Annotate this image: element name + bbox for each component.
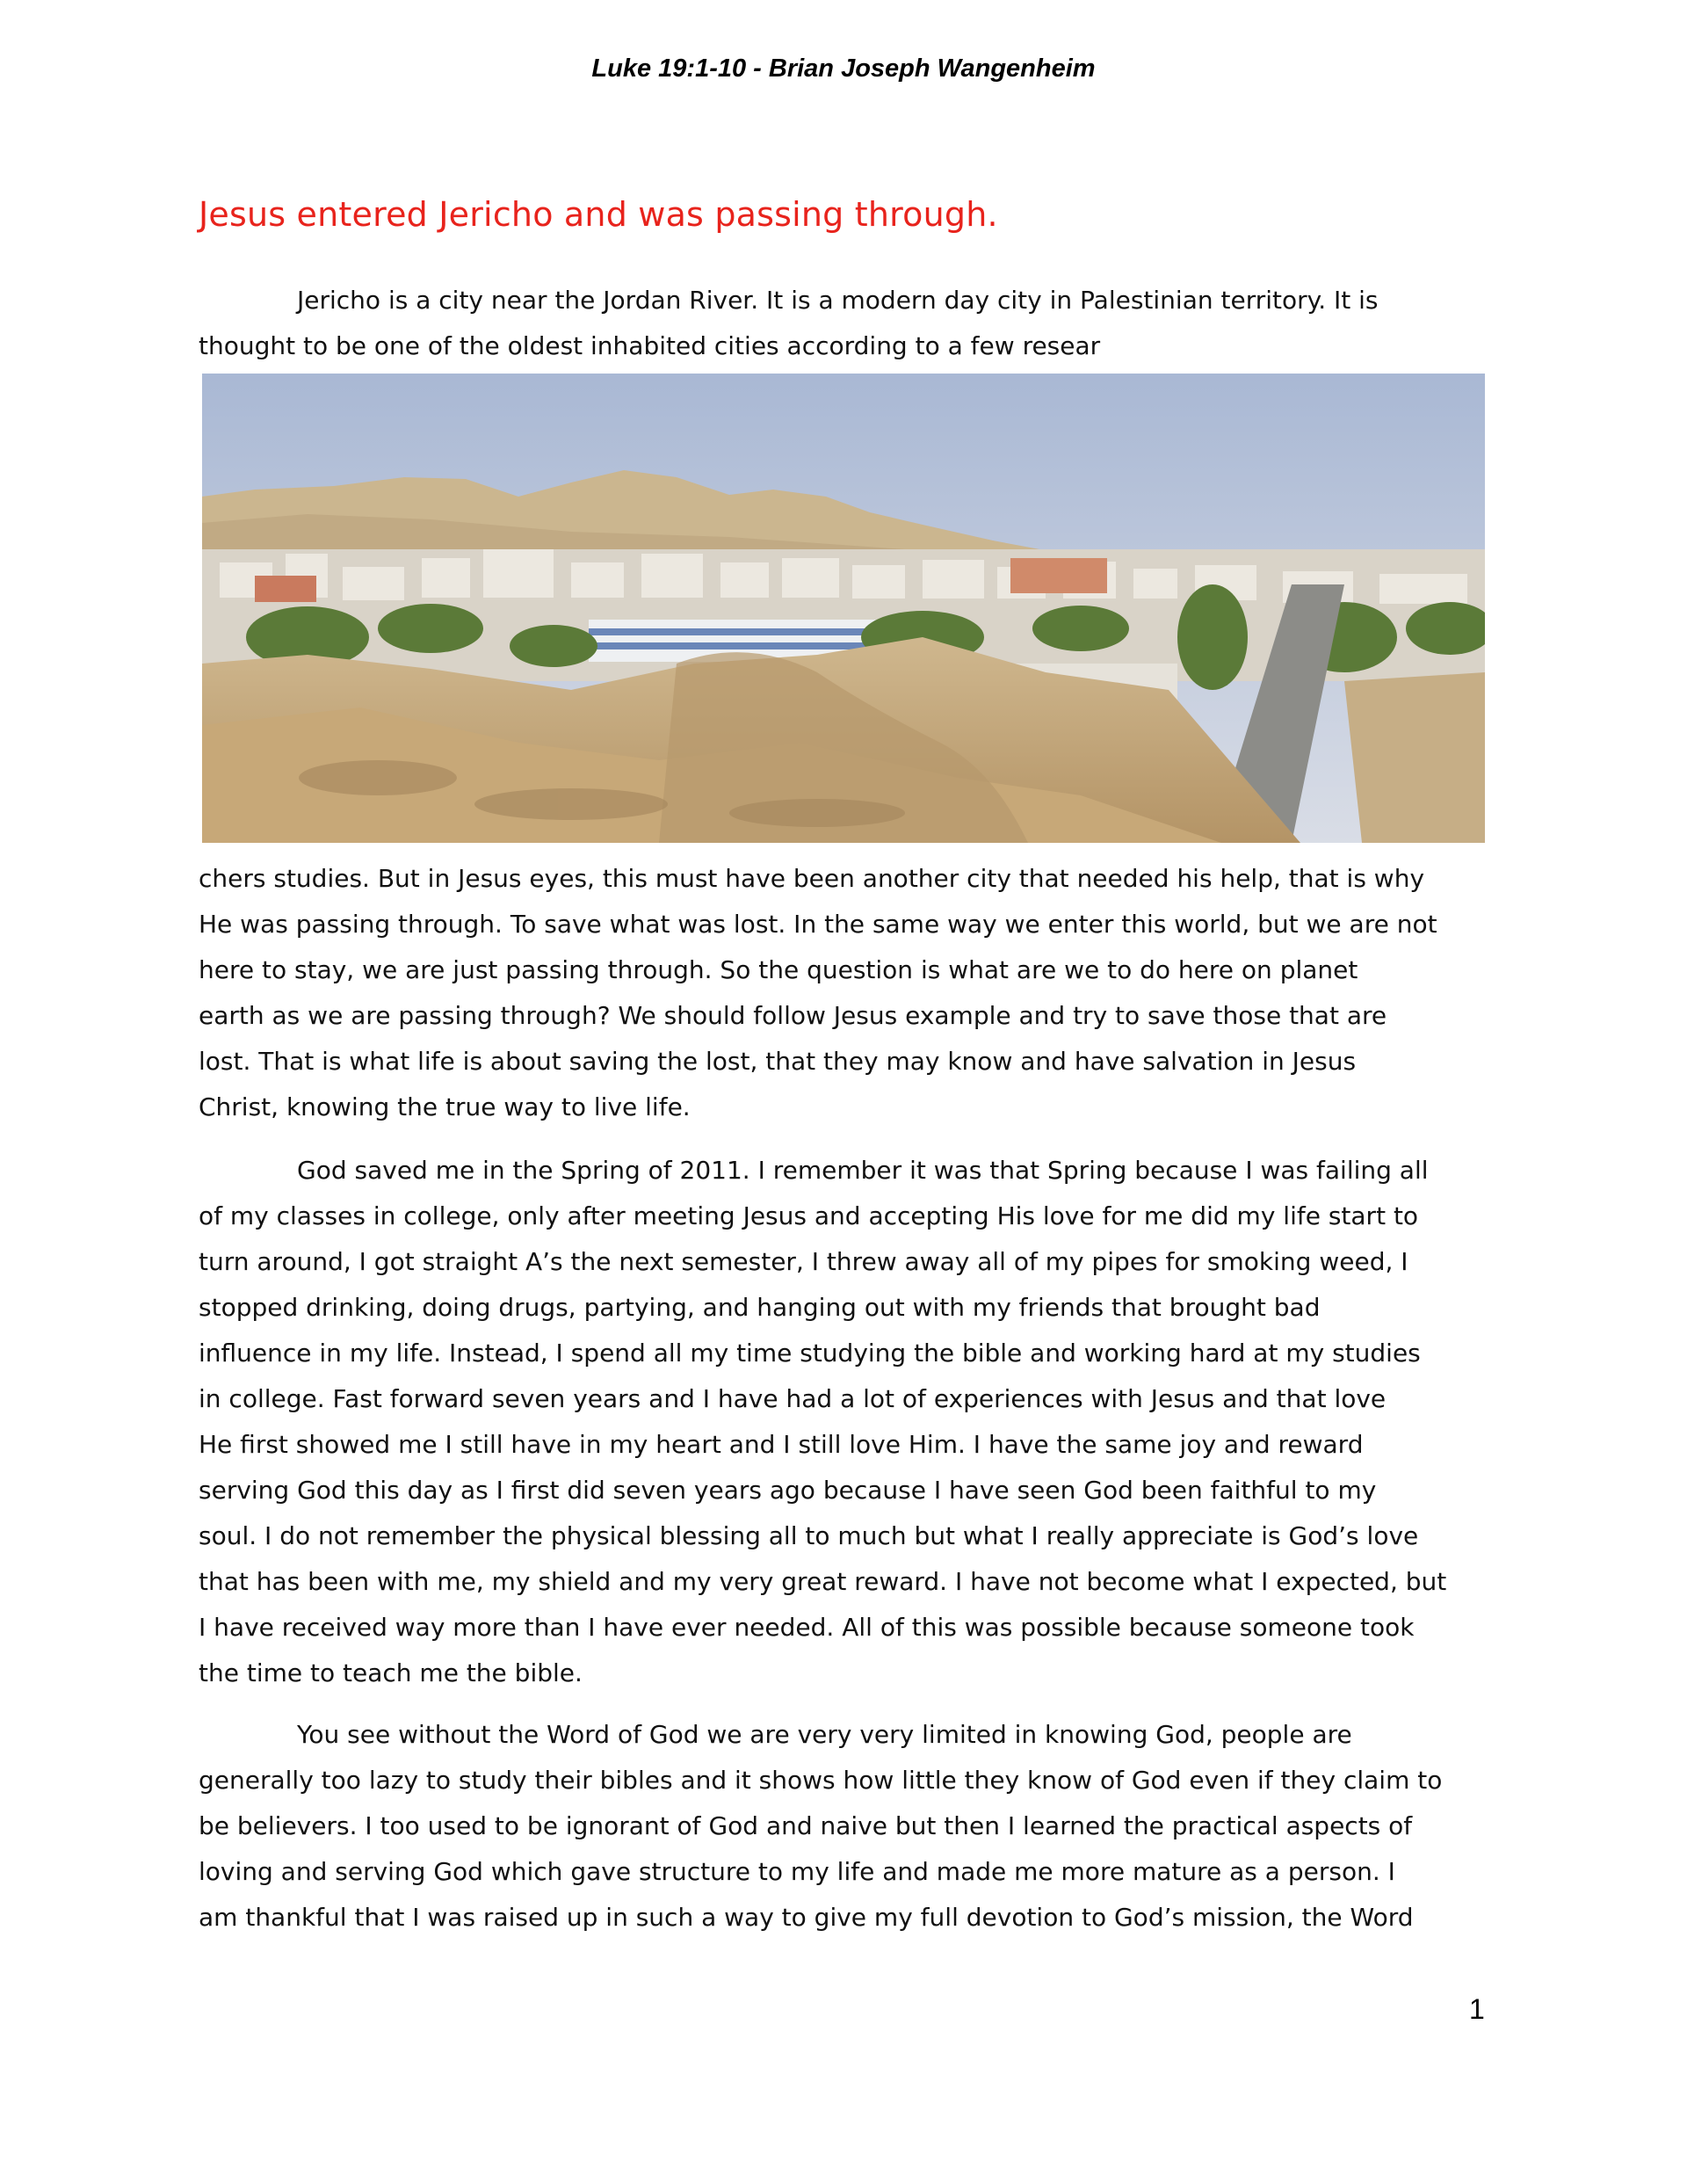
text-line: He was passing through. To save what was lost. In the same way we enter this world, but we are not — [199, 910, 1437, 939]
text-line: Jericho is a city near the Jordan River. It is a modern day city in Palestinian territory. It is — [297, 286, 1379, 315]
text-line: am thankful that I was raised up in such a way to give my full devotion to God’s mission, the Word — [199, 1903, 1414, 1932]
running-header: Luke 19:1-10 - Brian Joseph Wangenheim — [591, 54, 1096, 83]
text-line: influence in my life. Instead, I spend all my time studying the bible and working hard at my studies — [199, 1339, 1421, 1368]
text-line: soul. I do not remember the physical blessing all to much but what I really appreciate is God’s love — [199, 1521, 1419, 1550]
text-line: generally too lazy to study their bibles and it shows how little they know of God even if they claim to — [199, 1766, 1443, 1795]
continuation-paragraph — [199, 856, 1517, 1130]
text-line: be believers. I too used to be ignorant of God and naive but then I learned the practical aspects of — [199, 1811, 1413, 1840]
text-line: the time to teach me the bible. — [199, 1658, 583, 1687]
text-line: loving and serving God which gave structure to my life and made me more mature as a person. I — [199, 1857, 1395, 1886]
text-line: You see without the Word of God we are very very limited in knowing God, people are — [297, 1720, 1352, 1749]
text-line: God saved me in the Spring of 2011. I remember it was that Spring because I was failing all — [297, 1156, 1429, 1185]
intro-paragraph — [199, 278, 1517, 369]
jericho-panorama-photo — [202, 374, 1485, 843]
section-heading: Jesus entered Jericho and was passing through. — [199, 195, 998, 234]
text-line: stopped drinking, doing drugs, partying, and hanging out with my friends that brought bad — [199, 1293, 1321, 1322]
text-line: here to stay, we are just passing through. So the question is what are we to do here on planet — [199, 955, 1358, 984]
text-line: thought to be one of the oldest inhabited cities according to a few resear — [199, 331, 1101, 360]
text-line: I have received way more than I have ever needed. All of this was possible because someone took — [199, 1613, 1415, 1642]
text-line: He first showed me I still have in my heart and I still love Him. I have the same joy and reward — [199, 1430, 1364, 1459]
text-line: chers studies. But in Jesus eyes, this must have been another city that needed his help, that is why — [199, 864, 1425, 893]
page-number: 1 — [1469, 1993, 1485, 2025]
text-line: Christ, knowing the true way to live life. — [199, 1092, 691, 1121]
text-line: of my classes in college, only after meeting Jesus and accepting His love for me did my life start to — [199, 1201, 1419, 1230]
text-line: that has been with me, my shield and my very great reward. I have not become what I expected, but — [199, 1567, 1447, 1596]
text-line: lost. That is what life is about saving the lost, that they may know and have salvation in Jesus — [199, 1047, 1357, 1076]
text-line: turn around, I got straight A’s the next semester, I threw away all of my pipes for smoking weed, I — [199, 1247, 1408, 1276]
text-line: serving God this day as I first did seven years ago because I have seen God been faithful to my — [199, 1476, 1377, 1505]
text-line: in college. Fast forward seven years and I have had a lot of experiences with Jesus and that love — [199, 1384, 1387, 1413]
word-of-god-paragraph — [199, 1712, 1517, 1941]
testimony-paragraph — [199, 1148, 1517, 1696]
text-line: earth as we are passing through? We should follow Jesus example and try to save those that are — [199, 1001, 1387, 1030]
